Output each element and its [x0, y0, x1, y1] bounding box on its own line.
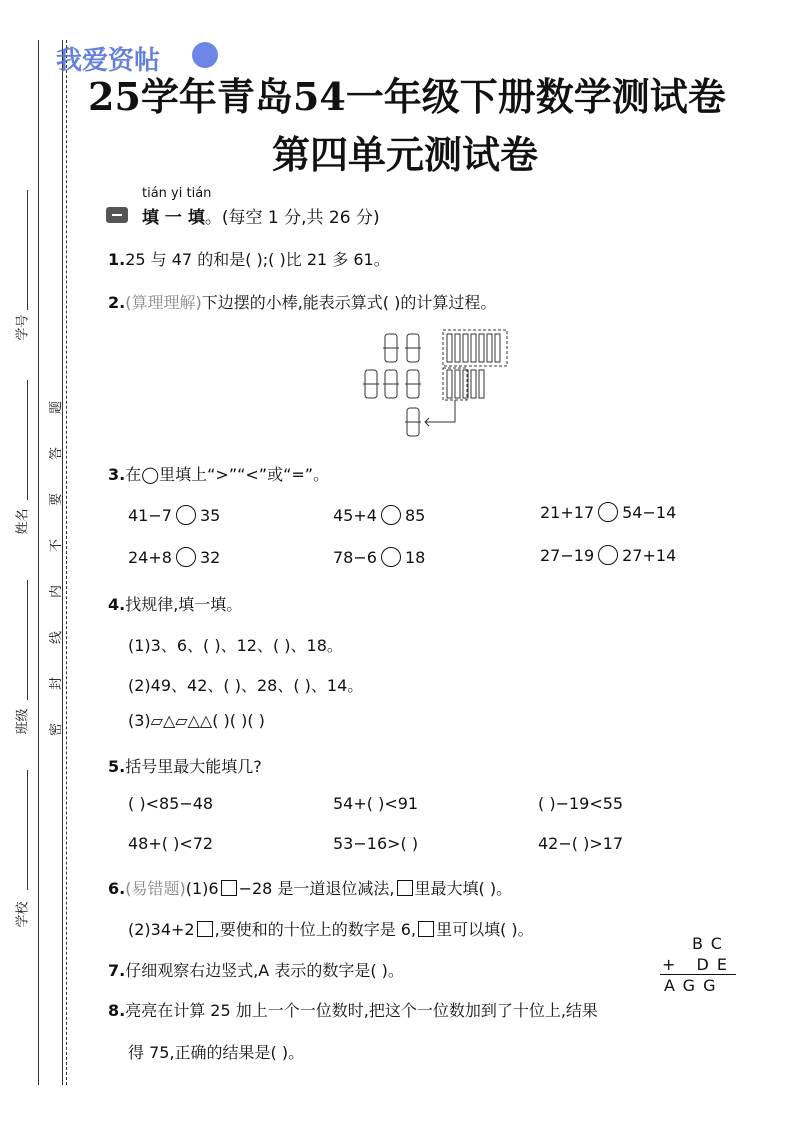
expr-right: 85 [404, 506, 426, 525]
field-name: 姓名 [15, 508, 31, 535]
stick-bundle-icon [405, 408, 421, 436]
question-8 [108, 998, 598, 1021]
stick-bundle-icon [405, 370, 421, 398]
margin-line-inner [66, 40, 68, 1085]
question-text: −28 是一道退位减法, [238, 879, 395, 898]
question-6 [108, 876, 512, 899]
expr-left: 24+8 [128, 548, 172, 567]
sticks-illustration [355, 326, 515, 444]
inequality-item: 53−16>( ) [333, 834, 419, 853]
question-text: ,要使和的十位上的数字是 6, [214, 920, 417, 939]
question-number: 3. [108, 465, 126, 484]
question-text: (2)34+2 [128, 920, 195, 939]
section-badge-icon [106, 207, 128, 223]
seal-char: 内 [49, 584, 65, 599]
answer-box[interactable] [397, 880, 413, 896]
seal-char: 密 [49, 722, 65, 737]
compare-item [128, 505, 220, 525]
expr-right: 54−14 [622, 503, 677, 522]
page-title: 25学年青岛54一年级下册数学测试卷 [88, 74, 726, 119]
field-school: 学校 [15, 901, 31, 928]
question-number: 2. [108, 293, 126, 312]
seal-char: 题 [49, 400, 65, 415]
margin-line-inner2 [62, 40, 63, 1085]
question-text: 里可以填( )。 [436, 920, 534, 939]
compare-item [540, 545, 676, 565]
question-text: 括号里最大能填几? [125, 757, 262, 776]
answer-box[interactable] [221, 880, 237, 896]
expr-left: 41−7 [128, 506, 172, 525]
compare-circle[interactable] [598, 545, 618, 565]
inequality-item: 48+( )<72 [128, 834, 214, 853]
vertical-addition-result: AGG [664, 976, 724, 995]
question-tag: (算理理解) [125, 293, 202, 312]
question-3 [108, 462, 329, 485]
section-title-text: 填 一 填 [142, 208, 205, 228]
question-8-line-2: 得 75,正确的结果是( )。 [128, 1043, 305, 1062]
question-tag: (易错题) [125, 879, 186, 898]
expr-right: 27+14 [622, 546, 677, 565]
field-class-line [27, 580, 28, 700]
question-6-part-2 [128, 917, 534, 940]
vertical-addition-row-2: + DE [662, 955, 735, 974]
question-text: 找规律,填一填。 [125, 595, 243, 614]
expr-left: 45+4 [333, 506, 377, 525]
inequality-item: ( )−19<55 [538, 794, 624, 813]
compare-circle[interactable] [598, 502, 618, 522]
question-5 [108, 754, 262, 777]
seal-char: 封 [49, 676, 65, 691]
compare-circle[interactable] [176, 505, 196, 525]
expr-left: 21+17 [540, 503, 595, 522]
vertical-addition-row-1: BC [692, 934, 730, 953]
pattern-line-2: (2)49、42、( )、28、( )、14。 [128, 676, 364, 695]
pattern-line-1: (1)3、6、( )、12、( )、18。 [128, 636, 343, 655]
question-text: 仔细观察右边竖式,A 表示的数字是( )。 [125, 961, 404, 980]
question-number: 6. [108, 879, 126, 898]
question-1 [108, 247, 390, 270]
expr-right: 35 [199, 506, 221, 525]
seal-char: 线 [49, 630, 65, 645]
page-subtitle: 第四单元测试卷 [272, 132, 539, 177]
field-student-id: 学号 [15, 314, 31, 341]
section-note: 。(每空 1 分,共 26 分) [204, 208, 380, 228]
field-class: 班级 [15, 708, 31, 735]
question-text: 下边摆的小棒,能表示算式( )的计算过程。 [201, 293, 497, 312]
margin-line-outer [38, 40, 39, 1085]
section-pinyin: tián yi tián [142, 186, 212, 201]
answer-box[interactable] [197, 921, 213, 937]
question-text: 25 与 47 的和是( );( )比 21 多 61。 [125, 250, 390, 269]
question-2 [108, 290, 496, 313]
compare-item [333, 547, 425, 567]
seal-char: 要 [49, 492, 65, 507]
section-title [142, 203, 380, 228]
compare-circle[interactable] [381, 547, 401, 567]
stick-bundle-icon [363, 370, 379, 398]
question-number: 4. [108, 595, 126, 614]
answer-box[interactable] [418, 921, 434, 937]
question-text: (1)6 [185, 879, 219, 898]
inequality-item: 42−( )>17 [538, 834, 624, 853]
question-text: 里最大填( )。 [414, 879, 513, 898]
seal-char: 不 [49, 538, 65, 553]
compare-item [128, 547, 220, 567]
field-school-line [27, 770, 28, 890]
stick-bundle-icon [405, 334, 421, 362]
compare-circle[interactable] [176, 547, 196, 567]
compare-circle[interactable] [381, 505, 401, 525]
question-7 [108, 958, 404, 981]
question-number: 5. [108, 757, 126, 776]
pattern-line-3: (3)▱△▱△△( )( )( ) [128, 711, 265, 730]
vertical-addition-rule [660, 974, 736, 975]
expr-right: 32 [199, 548, 221, 567]
expr-right: 18 [404, 548, 426, 567]
inequality-item: ( )<85−48 [128, 794, 214, 813]
expr-left: 78−6 [333, 548, 377, 567]
question-number: 8. [108, 1001, 126, 1020]
field-student-id-line [27, 190, 28, 310]
compare-item [333, 505, 425, 525]
stick-bundle-icon [383, 370, 399, 398]
expr-left: 27−19 [540, 546, 595, 565]
stick-bundle-icon [383, 334, 399, 362]
question-text: 在◯里填上“>”“<”或“=”。 [125, 465, 330, 484]
logo-watermark: 我爱资帖 [56, 46, 161, 76]
question-number: 7. [108, 961, 126, 980]
logo-icon [192, 42, 218, 68]
field-name-line [27, 380, 28, 500]
seal-char: 答 [49, 446, 65, 461]
question-number: 1. [108, 250, 126, 269]
question-text: 亮亮在计算 25 加上一个一位数时,把这个一位数加到了十位上,结果 [125, 1001, 598, 1020]
inequality-item: 54+( )<91 [333, 794, 419, 813]
question-4 [108, 592, 242, 615]
compare-item [540, 502, 676, 522]
